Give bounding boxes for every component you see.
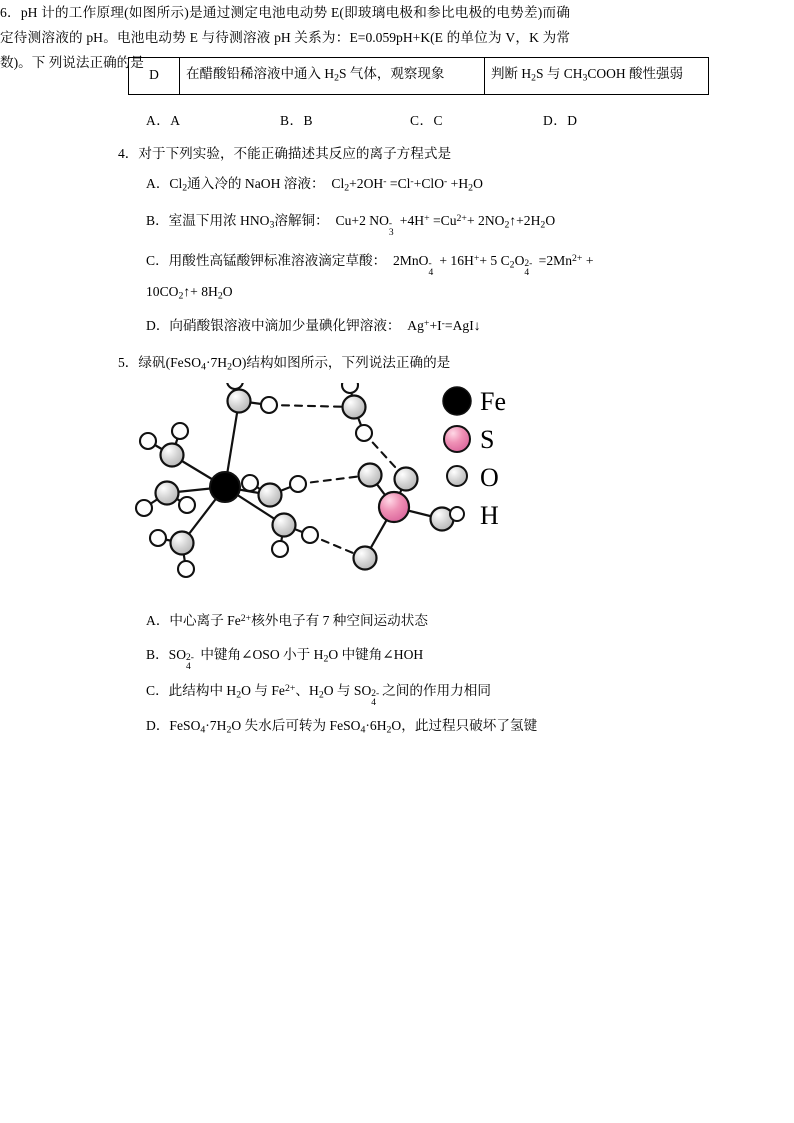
question-4-option-d: D．向硝酸银溶液中滴加少量碘化钾溶液： Ag++I-=AgI↓	[146, 317, 481, 333]
question-5-option-a: A．中心离子 $Fe^{2+}$核外电子有 7 种空间运动状态	[146, 612, 428, 628]
question-5-stem: 5．绿矾$(FeSO_4\cdot 7H_2O)$结构如图所示，下列说法正确的是	[118, 355, 451, 373]
question-4-stem: 4．对于下列实验，不能正确描述其反应的离子方程式是	[118, 146, 452, 161]
question-5-option-d: D．$FeSO_4\cdot 7H_2O$ 失水后可转为 $FeSO_4\cdot 6H_2O$，此过程只破坏了氢键	[146, 718, 538, 736]
question-4-option-c: C．用酸性高锰酸钾标准溶液滴定草酸： 2MnO - 4 + 16H++ 5 $C_2O$ 2- 4 $=2Mn^{2+}$ +	[146, 252, 594, 278]
answer-choice-d[interactable]: D．D	[543, 113, 578, 128]
legend-swatch-s	[444, 426, 470, 452]
answer-choice-b[interactable]: B．B	[280, 113, 314, 128]
legend-label-fe: Fe	[480, 387, 506, 416]
question-6-stem: 6．pH 计的工作原理(如图所示)是通过测定电池电动势 E(即玻璃电极和参比电极的电势差)而确定待测溶液的 pH。电池电动势 E 与待测溶液 pH 关系为：E=0.059pH+K(E 的单位为 V，K 为常数)。下 列说法正确的是	[0, 5, 570, 71]
legend-label-o: O	[480, 463, 499, 492]
green-vitriol-structure-figure	[132, 383, 552, 601]
table-cell-operation: 在醋酸铅稀溶液中通入 $H_2S$ 气体，观察现象	[180, 58, 485, 95]
answer-choice-c[interactable]: C．C	[410, 113, 444, 128]
sulfur-atom	[379, 492, 409, 522]
question-4-option-b: B．室温下用浓 $HNO_3$溶解铜： Cu+2 NO - 3 $+4H^+ =Cu^{2+}+$ $2NO_2↑+2H_2O$	[146, 212, 556, 238]
legend-label-h: H	[480, 501, 499, 530]
question-4-option-c-continued: $10CO_2↑+ 8H_2O$	[146, 284, 233, 302]
answer-choice-row	[128, 109, 669, 133]
legend-label-s: S	[480, 425, 495, 454]
iron-atom	[210, 472, 240, 502]
question-5-option-b: B．SO 2- 4 中键角∠OSO 小于 $H_2O$ 中键角∠HOH	[146, 647, 424, 672]
question-5-option-c: C．此结构中 $H_2O$ 与 $Fe^{2+}$、$H_2O$ 与 SO 2- 4 之间的作用力相同	[146, 682, 491, 708]
answer-choice-a[interactable]: A．A	[146, 113, 181, 128]
experiment-table	[128, 57, 709, 95]
table-row	[129, 58, 709, 95]
table-cell-goal: 判断 $H_2S$ 与 $CH_3COOH$ 酸性强弱	[485, 58, 709, 95]
structure-legend	[443, 387, 506, 530]
table-cell-label: D	[129, 58, 180, 95]
legend-swatch-o	[447, 466, 467, 486]
question-4-option-a: A．$Cl_2$通入冷的 NaOH 溶液： $Cl_2+2OH^- =Cl^-+ClO^- +H_2O$	[146, 175, 483, 194]
legend-swatch-fe	[443, 387, 471, 415]
legend-swatch-h	[450, 507, 464, 521]
